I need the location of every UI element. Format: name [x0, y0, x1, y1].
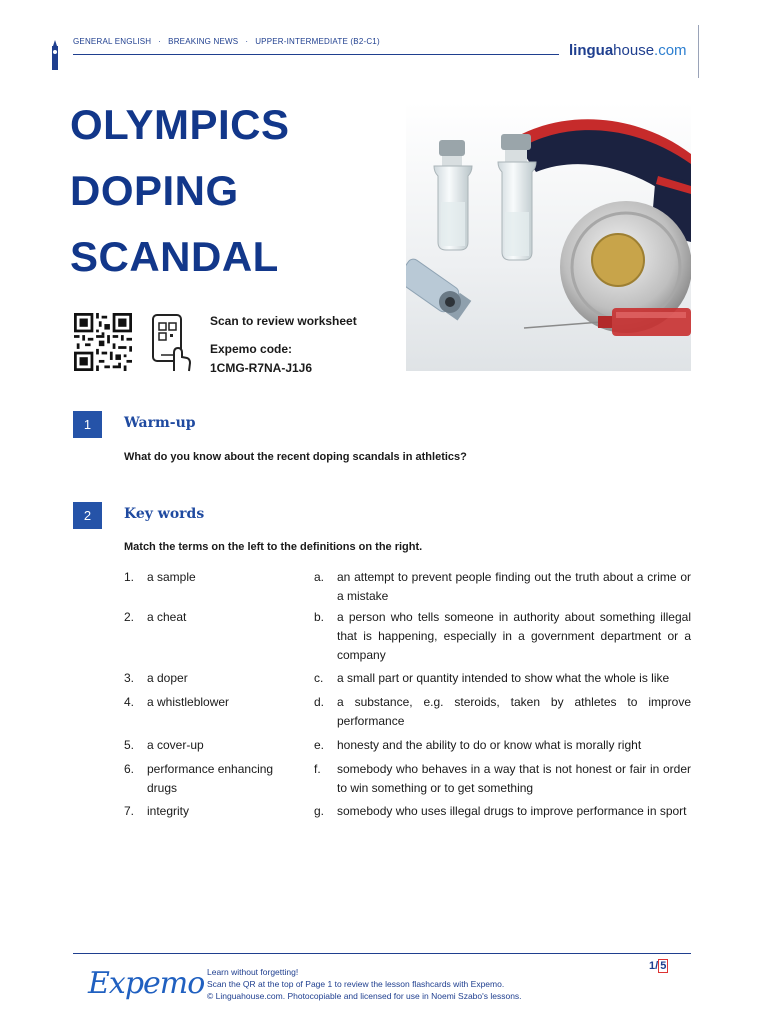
list-item: 4. a whistleblower [124, 695, 230, 709]
list-item: f. somebody who behaves in a way that is not honest or fair in order to win something or to get something [314, 762, 691, 795]
breadcrumb-level[interactable]: GENERAL ENGLISH [73, 37, 152, 46]
doping-photo [406, 102, 691, 371]
list-item: 5. a cover-up [124, 738, 204, 752]
list-item: c. a small part or quantity intended to show what the whole is like [314, 671, 670, 685]
expemo-code: 1CMG-R7NA-J1J6 [210, 361, 313, 375]
section-title-key-words: Key words [124, 506, 205, 522]
title-line: DOPING [70, 167, 239, 214]
linguahouse-logo[interactable]: linguahouse.com [569, 42, 687, 59]
qr-code-icon[interactable] [73, 313, 133, 371]
title-line: OLYMPICS [70, 101, 290, 148]
breadcrumb: GENERAL ENGLISH · BREAKING NEWS · UPPER-INTERMEDIATE (B2-C1) [73, 37, 380, 46]
section-number: 1 [73, 411, 102, 438]
title-line: SCANDAL [70, 233, 279, 280]
page-total[interactable]: 5 [660, 960, 667, 972]
list-item: 6. performance enhancing drugs [124, 762, 274, 795]
phone-scan-icon [150, 313, 192, 373]
list-item: 7. integrity [124, 804, 190, 818]
list-item: 2. a cheat [124, 610, 187, 624]
section-instruction: Match the terms on the left to the definitions on the right. [124, 541, 423, 553]
list-item: a. an attempt to prevent people finding out the truth about a crime or a mistake [314, 570, 691, 603]
list-item: 3. a doper [124, 671, 188, 685]
list-item: 1. a sample [124, 570, 196, 584]
section-title-warm-up: Warm-up [124, 415, 196, 431]
terms-list [124, 568, 304, 848]
expemo-logo[interactable]: Expemo [88, 966, 205, 1001]
header-divider [73, 54, 559, 55]
footer-tagline: Learn without forgetting! [207, 967, 299, 977]
footer-copyright: © Linguahouse.com. Photocopiable and licensed for use in Noemi Szabo's lessons. [207, 991, 522, 1001]
page-number: 1/ 5 [649, 960, 667, 972]
scan-label: Scan to review worksheet [210, 314, 357, 328]
footer-divider [73, 953, 691, 954]
logo-divider [698, 25, 699, 78]
breadcrumb-topic[interactable]: BREAKING NEWS [168, 37, 239, 46]
definitions-list [314, 568, 691, 848]
breadcrumb-grade[interactable]: UPPER-INTERMEDIATE (B2-C1) [255, 37, 380, 46]
section-number: 2 [73, 502, 102, 529]
big-ben-icon [50, 40, 60, 70]
list-item: d. a substance, e.g. steroids, taken by athletes to improve performance [314, 695, 691, 728]
worksheet-title [70, 92, 400, 290]
footer-instruction: Scan the QR at the top of Page 1 to review the lesson flashcards with Expemo. [207, 979, 505, 989]
section-question: What do you know about the recent doping scandals in athletics? [124, 451, 467, 463]
footer-note [207, 966, 522, 1002]
list-item: g. somebody who uses illegal drugs to improve performance in sport [314, 804, 687, 818]
scan-info [210, 312, 357, 378]
expemo-code-label: Expemo code: [210, 342, 293, 356]
list-item: b. a person who tells someone in authority about something illegal that is happening, especially in a government department or a company [314, 610, 691, 662]
list-item: e. honesty and the ability to do or know what is morally right [314, 738, 642, 752]
